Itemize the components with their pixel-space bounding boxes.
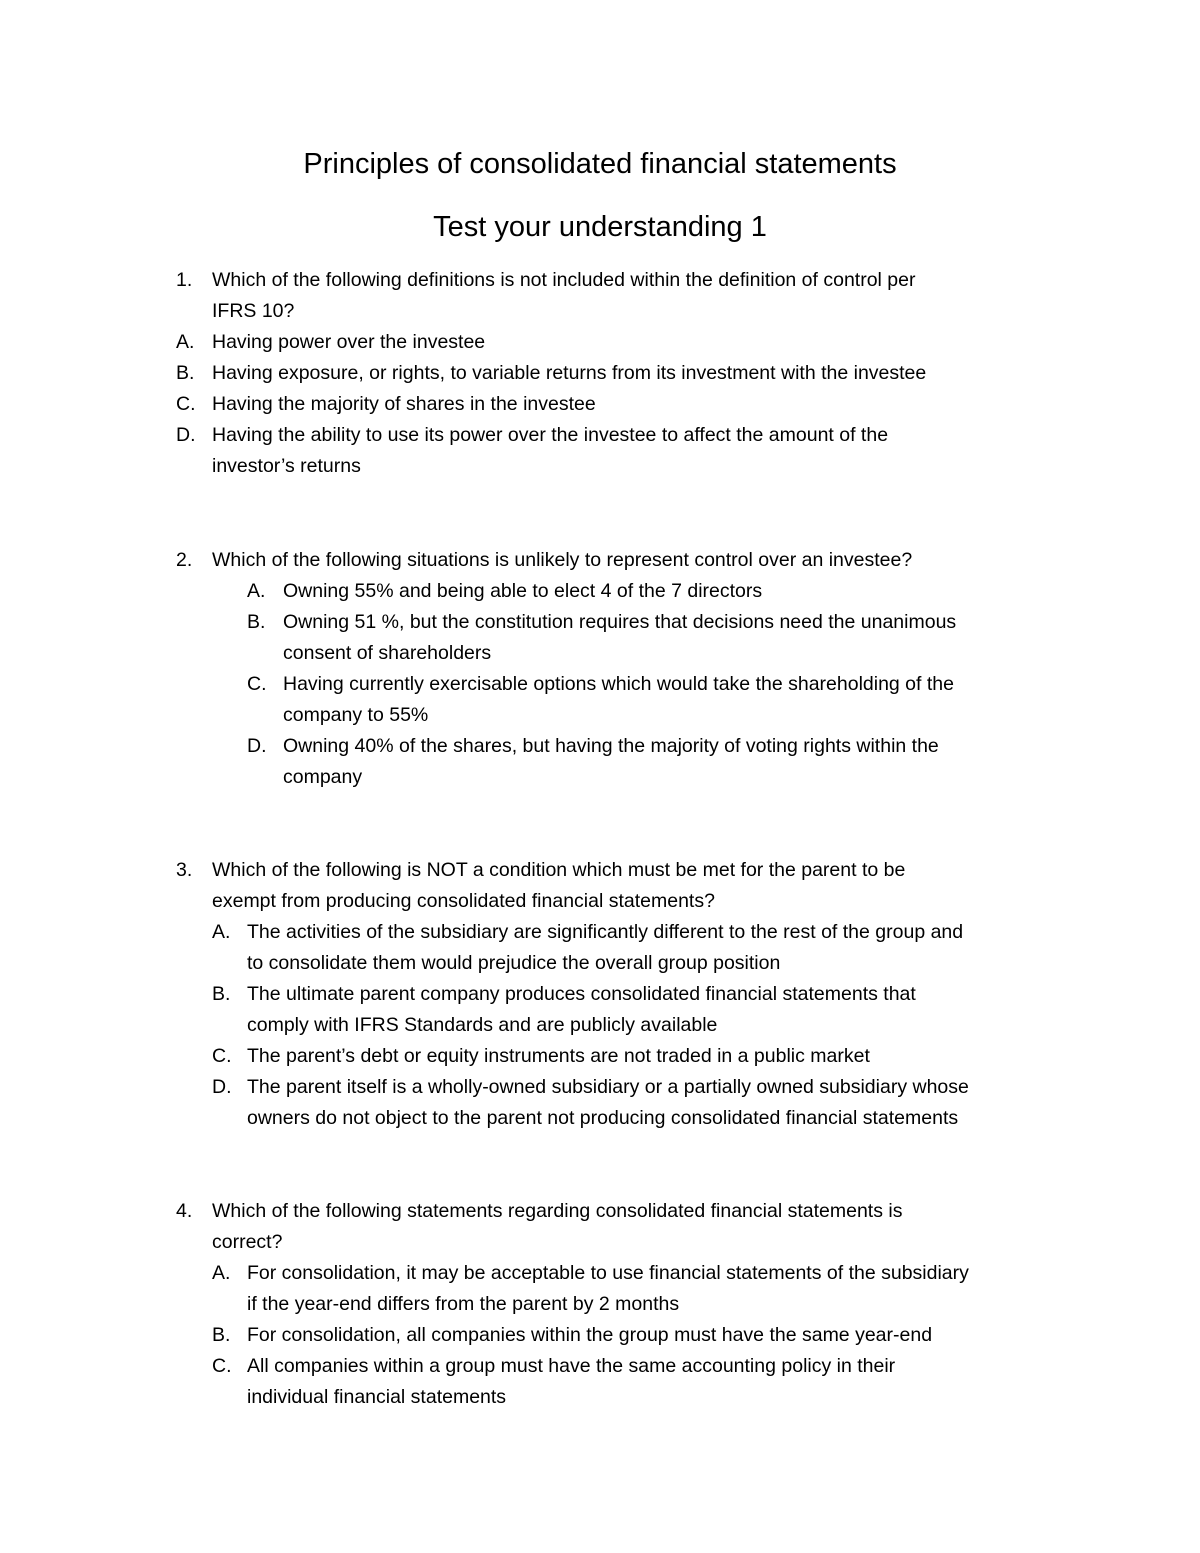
option-text: if the year-end differs from the parent by 2 months <box>247 1293 680 1315</box>
question-text: IFRS 10? <box>212 300 295 322</box>
option-text: Having the majority of shares in the investee <box>212 393 596 415</box>
option-text: The parent’s debt or equity instruments are not traded in a public market <box>247 1045 870 1067</box>
option-text: Owning 40% of the shares, but having the majority of voting rights within the <box>283 735 939 757</box>
option-letter: A. <box>212 1262 231 1284</box>
question-text: correct? <box>212 1231 283 1253</box>
question-number: 1. <box>176 269 193 291</box>
option-text: For consolidation, it may be acceptable to use financial statements of the subsidiary <box>247 1262 969 1284</box>
option-text: investor’s returns <box>212 455 361 477</box>
page-subtitle: Test your understanding 1 <box>433 211 767 243</box>
option-text: The parent itself is a wholly-owned subsidiary or a partially owned subsidiary whose <box>247 1076 969 1098</box>
option-letter: C. <box>176 393 196 415</box>
option-text: to consolidate them would prejudice the overall group position <box>247 952 781 974</box>
option-text: All companies within a group must have the same accounting policy in their <box>247 1355 896 1377</box>
option-text: individual financial statements <box>247 1386 507 1408</box>
option-letter: A. <box>247 580 266 602</box>
option-letter: B. <box>212 1324 231 1346</box>
option-letter: B. <box>247 611 266 633</box>
option-letter: C. <box>247 673 267 695</box>
option-text: The activities of the subsidiary are significantly different to the rest of the group and <box>247 921 964 943</box>
option-text: comply with IFRS Standards and are publicly available <box>247 1014 718 1036</box>
option-letter: D. <box>247 735 267 757</box>
question-text: exempt from producing consolidated financial statements? <box>212 890 715 912</box>
question-number: 4. <box>176 1200 193 1222</box>
option-text: Having power over the investee <box>212 331 486 353</box>
page-title: Principles of consolidated financial statements <box>303 148 897 180</box>
option-text: company <box>283 766 363 788</box>
option-letter: A. <box>212 921 231 943</box>
option-text: Having exposure, or rights, to variable returns from its investment with the investee <box>212 362 927 384</box>
option-text: Having currently exercisable options which would take the shareholding of the <box>283 673 954 695</box>
option-text: company to 55% <box>283 704 429 726</box>
question-number: 2. <box>176 549 193 571</box>
option-letter: C. <box>212 1045 232 1067</box>
option-text: consent of shareholders <box>283 642 492 664</box>
option-letter: D. <box>176 424 196 446</box>
option-letter: C. <box>212 1355 232 1377</box>
question-text: Which of the following definitions is not included within the definition of control per <box>212 269 916 291</box>
option-text: For consolidation, all companies within the group must have the same year-end <box>247 1324 933 1346</box>
option-text: Owning 55% and being able to elect 4 of the 7 directors <box>283 580 763 602</box>
option-text: Having the ability to use its power over the investee to affect the amount of the <box>212 424 889 446</box>
question-number: 3. <box>176 859 193 881</box>
option-text: Owning 51 %, but the constitution requires that decisions need the unanimous <box>283 611 957 633</box>
option-letter: B. <box>176 362 195 384</box>
option-letter: D. <box>212 1076 232 1098</box>
question-text: Which of the following statements regarding consolidated financial statements is <box>212 1200 903 1222</box>
option-letter: A. <box>176 331 195 353</box>
option-letter: B. <box>212 983 231 1005</box>
question-text: Which of the following situations is unlikely to represent control over an investee? <box>212 549 913 571</box>
option-text: owners do not object to the parent not producing consolidated financial statements <box>247 1107 959 1129</box>
option-text: The ultimate parent company produces consolidated financial statements that <box>247 983 916 1005</box>
question-text: Which of the following is NOT a condition which must be met for the parent to be <box>212 859 906 881</box>
